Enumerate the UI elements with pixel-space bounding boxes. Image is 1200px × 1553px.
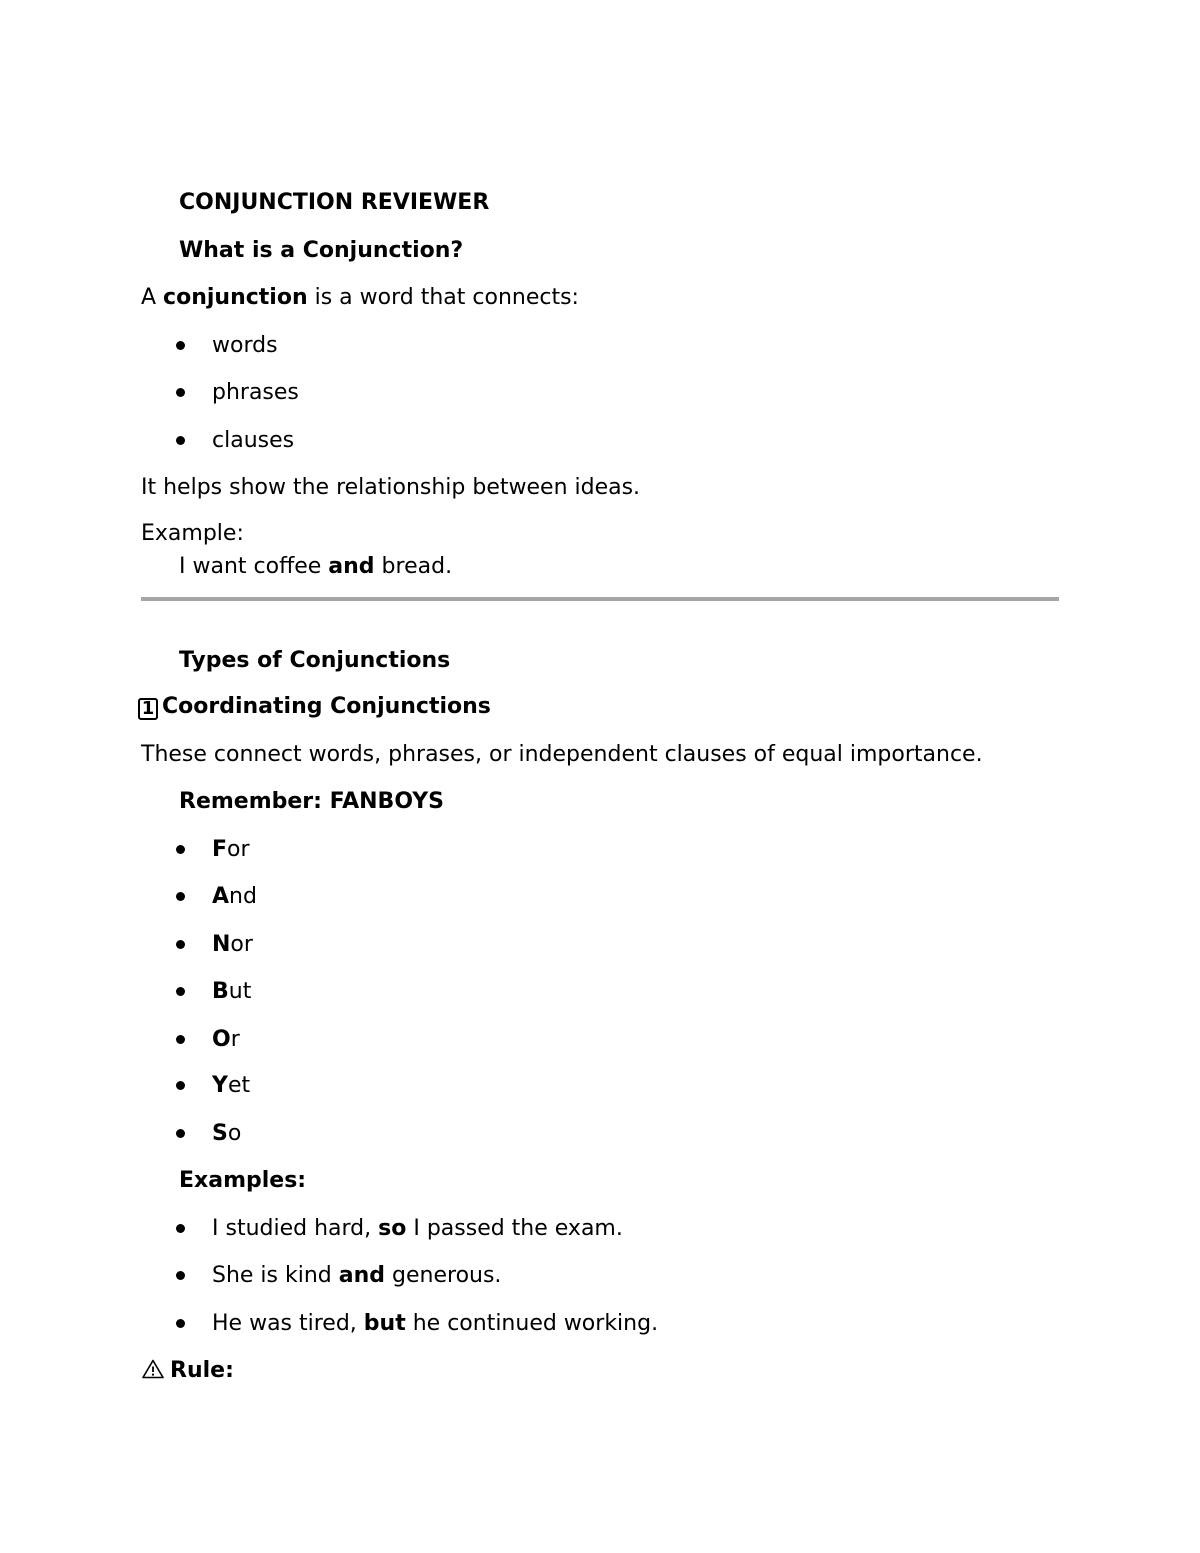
- bullet-icon: [176, 436, 185, 445]
- section-heading-what-is: What is a Conjunction?: [179, 238, 464, 263]
- fanboys-item: [212, 1075, 250, 1097]
- rule-heading: [142, 1359, 234, 1384]
- fanboys-initial: A: [212, 884, 230, 909]
- example-bold: so: [378, 1216, 407, 1241]
- example-post: he continued working.: [405, 1311, 659, 1336]
- bullet-icon: [176, 845, 185, 854]
- example-item: [212, 1218, 623, 1240]
- fanboys-initial: Y: [212, 1073, 228, 1098]
- fanboys-rest: r: [230, 1027, 240, 1052]
- example-bold: but: [363, 1311, 406, 1336]
- fanboys-item: [212, 1029, 240, 1051]
- example-pre: She is kind: [212, 1263, 339, 1288]
- fanboys-item: [212, 839, 250, 861]
- fanboys-initial: S: [212, 1121, 228, 1146]
- example-sentence: [179, 556, 452, 578]
- bullet-icon: [176, 1081, 185, 1090]
- list-item: words: [212, 333, 278, 358]
- example-item: [212, 1313, 658, 1335]
- bullet-icon: [176, 1129, 185, 1138]
- fanboys-rest: ut: [228, 979, 252, 1004]
- bullet-icon: [176, 1224, 185, 1233]
- fanboys-item: [212, 981, 251, 1003]
- example-item: [212, 1265, 501, 1287]
- bullet-icon: [176, 1271, 185, 1280]
- fanboys-rest: or: [227, 837, 250, 862]
- bullet-icon: [176, 341, 185, 350]
- list-item: clauses: [212, 428, 295, 453]
- fanboys-item: [212, 1123, 241, 1145]
- document-title: CONJUNCTION REVIEWER: [179, 190, 490, 215]
- fanboys-item: [212, 886, 257, 908]
- bullet-icon: [176, 1035, 185, 1044]
- example-bold: and: [338, 1263, 386, 1288]
- example-pre: I want coffee: [179, 554, 329, 579]
- list-item: phrases: [212, 380, 299, 405]
- example-post: bread.: [374, 554, 453, 579]
- fanboys-rest: nd: [229, 884, 257, 909]
- fanboys-rest: o: [227, 1121, 242, 1146]
- fanboys-rest: or: [230, 932, 253, 957]
- subheading-text: Coordinating Conjunctions: [162, 694, 491, 719]
- bullet-icon: [176, 388, 185, 397]
- examples-heading: Examples:: [179, 1168, 307, 1193]
- section-heading-types: Types of Conjunctions: [179, 648, 451, 673]
- example-post: I passed the exam.: [406, 1216, 623, 1241]
- definition-line: [141, 287, 579, 309]
- horizontal-divider: [141, 597, 1059, 601]
- fanboys-item: [212, 934, 253, 956]
- bullet-icon: [176, 940, 185, 949]
- example-post: generous.: [385, 1263, 502, 1288]
- example-bold: and: [328, 554, 375, 579]
- warning-icon: [142, 1359, 164, 1384]
- bullet-icon: [176, 987, 185, 996]
- number-one-keycap-icon: 1: [138, 698, 158, 720]
- summary-text: It helps show the relationship between ideas.: [141, 475, 641, 500]
- definition-pre: A: [141, 285, 164, 310]
- rule-label: Rule:: [170, 1358, 234, 1383]
- definition-term: conjunction: [163, 285, 308, 310]
- example-pre: I studied hard,: [212, 1216, 379, 1241]
- fanboys-initial: O: [212, 1027, 231, 1052]
- example-pre: He was tired,: [212, 1311, 364, 1336]
- fanboys-initial: N: [212, 932, 231, 957]
- mnemonic-heading: Remember: FANBOYS: [179, 789, 445, 814]
- bullet-icon: [176, 892, 185, 901]
- subheading-coordinating: [138, 696, 491, 719]
- fanboys-rest: et: [227, 1073, 251, 1098]
- fanboys-initial: B: [212, 979, 229, 1004]
- description-text: These connect words, phrases, or independent clauses of equal importance.: [141, 742, 983, 767]
- example-label: Example:: [141, 521, 244, 546]
- definition-post: is a word that connects:: [307, 285, 579, 310]
- fanboys-initial: F: [212, 837, 228, 862]
- bullet-icon: [176, 1319, 185, 1328]
